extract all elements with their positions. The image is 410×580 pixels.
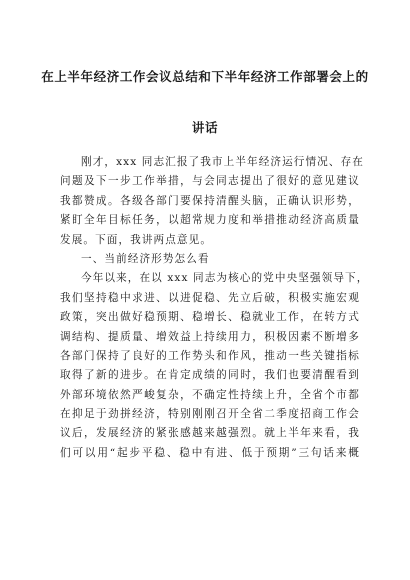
text-line: 议后，发展经济的紧张感越来越强烈。就上半年来看，我 bbox=[60, 427, 360, 440]
paragraph-opening bbox=[60, 153, 364, 250]
section-heading: 一、当前经济形势怎么看 bbox=[81, 252, 210, 265]
text-line: 们可以用“起步平稳、稳中有进、低于预期”三句话来概 bbox=[60, 446, 360, 459]
text-line: 发展。下面，我讲两点意见。 bbox=[60, 233, 213, 246]
text-line: 我都赞成。各级各部门要保持清醒头脑，正确认识形势， bbox=[60, 194, 360, 207]
text-line: 取得了新的进步。在肯定成绩的同时，我们也要清醒看到 bbox=[60, 369, 360, 382]
document-body bbox=[60, 153, 369, 463]
text-line: 外部环境依然严峻复杂，不确定性持续上升，全省个市都 bbox=[60, 388, 360, 401]
text-line: 刚才，xxx 同志汇报了我市上半年经济运行情况、存在 bbox=[81, 156, 364, 168]
text-line: 问题及下一步工作举措，与会同志提出了很好的意见建议 bbox=[60, 175, 360, 188]
document-title-line-1: 在上半年经济工作会议总结和下半年经济工作部署会上的 bbox=[41, 69, 369, 84]
text-line: 我们坚持稳中求进、以进促稳、先立后破，积极实施宏观 bbox=[60, 291, 360, 304]
document-title-line-2: 讲话 bbox=[191, 120, 219, 135]
text-line: 紧盯全年目标任务，以超常规力度和举措推动经济高质量 bbox=[60, 214, 360, 227]
text-line: 在抑足于劲拼经济，特别刚刚召开全省二季度招商工作会 bbox=[60, 408, 360, 421]
text-line: 调结构、提质量、增效益上持续用力，积极因素不断增多 bbox=[60, 330, 360, 343]
text-line: 今年以来，在以 xxx 同志为核心的党中央坚强领导下， bbox=[81, 272, 369, 285]
text-line: 政策，突出做好稳预期、稳增长、稳就业工作，在转方式 bbox=[60, 311, 360, 324]
paragraph-situation bbox=[60, 269, 369, 463]
text-line: 各部门保持了良好的工作势头和作风，推动一些关键指标 bbox=[60, 349, 360, 362]
